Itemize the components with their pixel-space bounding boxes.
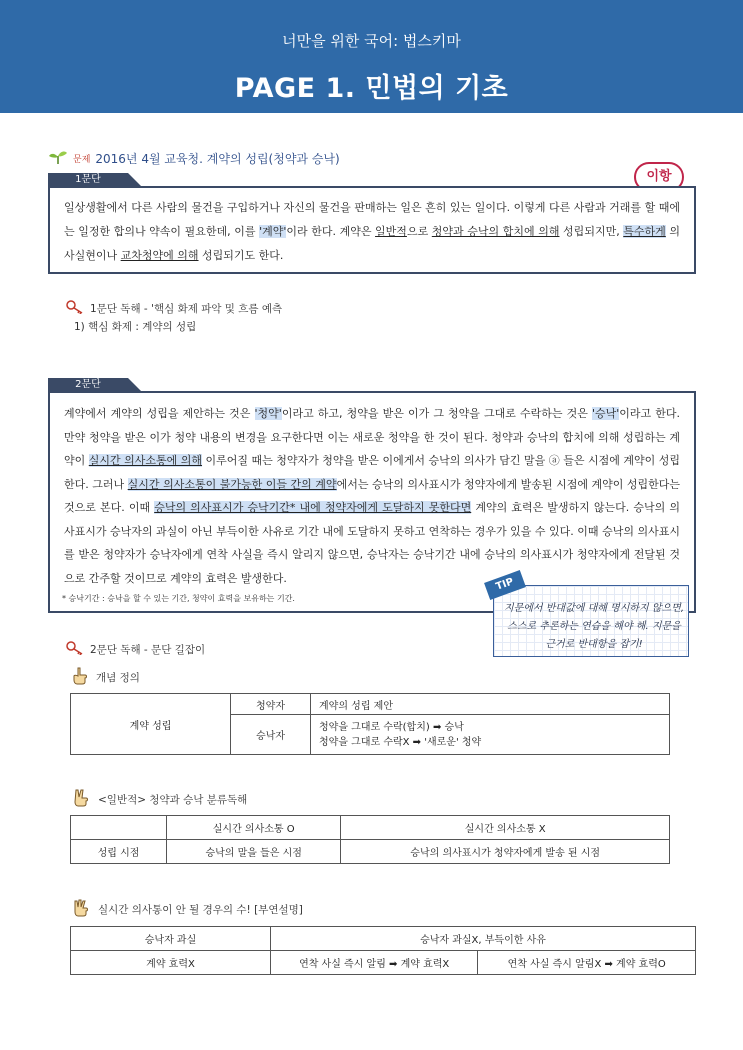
failcase-table	[70, 926, 696, 975]
acceptor-label: 승낙자	[231, 715, 311, 755]
failcase-heading	[72, 899, 303, 920]
term-special: 특수하게	[623, 225, 666, 238]
concept-heading	[72, 667, 140, 688]
para2-tab-bar	[48, 378, 648, 392]
notified-cell: 연착 사실 즉시 알림 ➡ 계약 효력X	[271, 951, 478, 975]
concept-title: 개념 정의	[96, 672, 140, 684]
hand-one-icon	[72, 667, 88, 688]
term-contract: '계약'	[259, 225, 287, 238]
acceptor-value: 청약을 그대로 수락(합치) ➡ 승낙 청약을 그대로 수락X ➡ '새로운' 청약	[311, 715, 670, 755]
hand-two-icon	[72, 789, 90, 810]
page-title: PAGE 1. 민법의 기초	[234, 73, 509, 104]
para1-text: 일상생활에서 다른 사람의 물건을 구입하거나 자신의 물건을 판매하는 일은 흔히 있는 일이다. 이렇게 다른 사람과 거래를 할 때에는 일정한 합의나 약속이 필요한데, 이를 '계약'이라 한다. 계약은 일반적으로 청약과 승낙의 합치에 의해 성립되지만, 특수하게 의사실현이나 교차청약에 의해 성립되기도 한다.	[64, 201, 681, 262]
realtime-no-cell: 승낙의 의사표시가 청약자에게 발송 된 시점	[341, 840, 670, 864]
offeror-value: 계약의 성립 제안	[311, 694, 670, 715]
para2-text: 계약에서 계약의 성립을 제안하는 것은 '청약'이라고 하고, 청약을 받은 이가 그 청약을 그대로 수락하는 것은 '승낙'이라고 한다. 만약 청약을 받은 이가 청약 내용의 변경을 요구한다면 이는 새로운 청약을 한 것이 된다. 청약과 승낙의 합치에 의해 성립하는 계약이 실시간 의사소통에 의해 이루어질 때는 청약자가 청약을 받은 이에게서 승낙의 의사가 담긴 말을 ⓐ 들은 시점에 계약이 성립한다. 그러나 실시간 의사소통이 불가능한 이들 간의 계약에서는 승낙의 의사표시가 청약자에게 발송된 시점에 계약이 성립한다는 것으로 본다. 이때 승낙의 의사표시가 승낙기간* 내에 청약자에게 도달하지 못한다면 계약의 효력은 발생하지 않는다. 승낙의 의사표시가 승낙자의 과실이 아닌 부득이한 사유로 기간 내에 도달하지 못하고 연착하는 경우가 있을 수 있다. 이때 승낙의 의사표시를 받은 청약자가 승낙자에게 연착 사실을 즉시 알리지 않으면, 승낙자는 승낙기간 내에 승낙의 의사표시가 청약자에게 전달된 것으로 간주할 것이므로 계약의 효력은 발생한다.	[64, 407, 681, 585]
tab-slant	[128, 378, 142, 392]
analysis-title: 2문단 독해 - 문단 길잡이	[90, 643, 206, 656]
para2-tab: 2문단	[48, 378, 128, 392]
realtime-no-header: 실시간 의사소통 X	[341, 816, 670, 840]
term-acceptance: '승낙'	[591, 407, 620, 420]
no-fault-header: 승낙자 과실X, 부득이한 사유	[271, 927, 696, 951]
fault-header: 승낙자 과실	[71, 927, 271, 951]
concept-table	[70, 693, 670, 755]
tab-slant	[128, 173, 142, 187]
analysis-item: 1) 핵심 화제 : 계약의 성립	[74, 320, 197, 333]
key-icon	[66, 641, 84, 658]
footnote: * 승낙기간 : 승낙을 할 수 있는 기간, 청약이 효력을 보유하는 기간.	[62, 594, 295, 603]
tip-text: 지문에서 반대값에 대해 명시하지 않으면, 스스로 추론하는 연습을 해야 해. 지문을 근거로 반대항을 잡기!	[503, 603, 685, 650]
tip-note	[493, 585, 689, 657]
page-header	[0, 0, 743, 113]
problem-tag: 문제	[73, 155, 91, 165]
classify-title: <일반적> 청약과 승낙 분류독해	[98, 794, 248, 806]
para2-box	[48, 391, 696, 613]
failcase-title: 실시간 의사통이 안 될 경우의 수! [부연설명]	[98, 904, 303, 916]
term-general: 일반적	[375, 225, 407, 238]
concept-rowhead: 계약 성립	[71, 694, 231, 755]
sprout-icon	[48, 150, 68, 167]
para1-box	[48, 186, 696, 274]
para1-tab-bar	[48, 173, 648, 187]
realtime-yes-cell: 승낙의 말을 들은 시점	[167, 840, 341, 864]
term-offer: '청약'	[254, 407, 282, 420]
not-notified-cell: 연착 사실 즉시 알림X ➡ 계약 효력O	[478, 951, 696, 975]
hand-three-icon	[72, 899, 90, 920]
header-subtitle: 너만을 위한 국어: 법스키마	[282, 32, 461, 50]
problem-heading	[48, 150, 340, 167]
para2-analysis	[66, 640, 205, 658]
classify-heading	[72, 789, 247, 810]
classify-rowhead: 성립 시점	[71, 840, 167, 864]
para1-analysis	[66, 299, 282, 335]
offeror-label: 청약자	[231, 694, 311, 715]
classify-table	[70, 815, 670, 864]
analysis-title: 1문단 독해 - '핵심 화제 파악 및 흐름 예측	[90, 302, 283, 315]
para1-tab: 1문단	[48, 173, 128, 187]
tip-label: TIP	[484, 570, 526, 600]
realtime-yes-header: 실시간 의사소통 O	[167, 816, 341, 840]
author-badge: 이항	[634, 162, 684, 192]
key-icon	[66, 300, 84, 317]
fault-cell: 계약 효력X	[71, 951, 271, 975]
problem-title: 2016년 4월 교육청. 계약의 성립(청약과 승낙)	[95, 152, 340, 166]
